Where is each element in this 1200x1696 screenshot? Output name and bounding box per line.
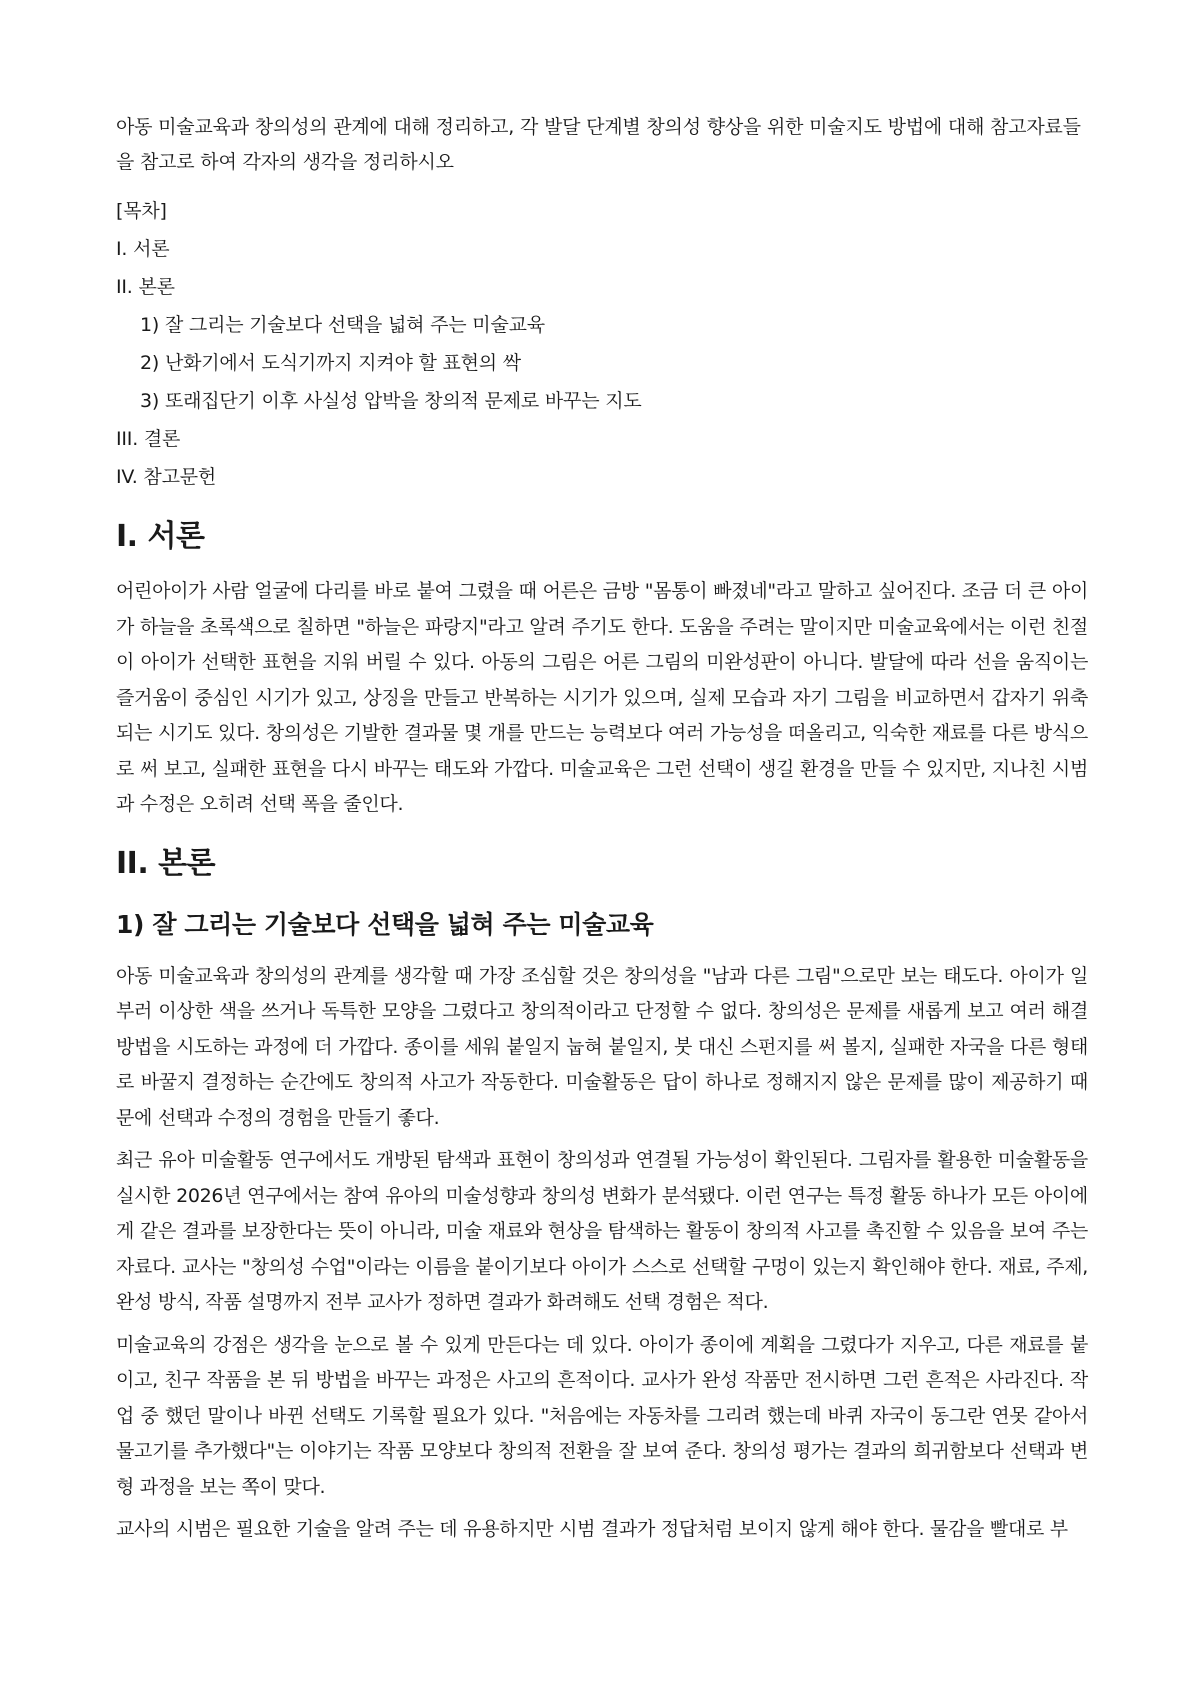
toc-heading: [목차]	[116, 200, 167, 222]
toc-item-main-3: 3) 또래집단기 이후 사실성 압박을 창의적 문제로 바꾸는 지도	[140, 390, 642, 412]
assignment-prompt: 아동 미술교육과 창의성의 관계에 대해 정리하고, 각 발달 단계별 창의성 향상을 위한 미술지도 방법에 대해 참고자료들을 참고로 하여 각자의 생각을 정리하시오	[116, 116, 1081, 173]
body-paragraph: 교사의 시범은 필요한 기술을 알려 주는 데 유용하지만 시범 결과가 정답처럼 보이지 않게 해야 한다. 물감을 빨대로 부	[116, 1518, 1068, 1540]
body-paragraph: 아동 미술교육과 창의성의 관계를 생각할 때 가장 조심할 것은 창의성을 "남과 다른 그림"으로만 보는 태도다. 아이가 일부러 이상한 색을 쓰거나 독특한 모양을 그렸다고 창의적이라고 단정할 수 없다. 창의성은 문제를 새롭게 보고 여러 해결 방법을 시도하는 과정에 더 가깝다. 종이를 세워 붙일지 눕혀 붙일지, 붓 대신 스펀지를 써 볼지, 실패한 자국을 다른 형태로 바꿀지 결정하는 순간에도 창의적 사고가 작동한다. 미술활동은 답이 하나로 정해지지 않은 문제를 많이 제공하기 때문에 선택과 수정의 경험을 만들기 좋다.	[116, 964, 1088, 1129]
toc-item-main-2: 2) 난화기에서 도식기까지 지켜야 할 표현의 싹	[140, 352, 521, 374]
table-of-contents	[116, 192, 1088, 496]
body-paragraph: 미술교육의 강점은 생각을 눈으로 볼 수 있게 만든다는 데 있다. 아이가 종이에 계획을 그렸다가 지우고, 다른 재료를 붙이고, 친구 작품을 본 뒤 방법을 바꾸는 과정은 사고의 흔적이다. 교사가 완성 작품만 전시하면 그런 흔적은 사라진다. 작업 중 했던 말이나 바뀐 선택도 기록할 필요가 있다. "처음에는 자동차를 그리려 했는데 바퀴 자국이 동그란 연못 같아서 물고기를 추가했다"는 이야기는 작품 모양보다 창의적 전환을 잘 보여 준다. 창의성 평가는 결과의 희귀함보다 선택과 변형 과정을 보는 쪽이 맞다.	[116, 1333, 1088, 1498]
body-paragraph: 최근 유아 미술활동 연구에서도 개방된 탐색과 표현이 창의성과 연결될 가능성이 확인된다. 그림자를 활용한 미술활동을 실시한 2026년 연구에서는 참여 유아의 미술성향과 창의성 변화가 분석됐다. 이런 연구는 특정 활동 하나가 모든 아이에게 같은 결과를 보장한다는 뜻이 아니라, 미술 재료와 현상을 탐색하는 활동이 창의적 사고를 촉진할 수 있음을 보여 주는 자료다. 교사는 "창의성 수업"이라는 이름을 붙이기보다 아이가 스스로 선택할 구멍이 있는지 확인해야 한다. 재료, 주제, 완성 방식, 작품 설명까지 전부 교사가 정하면 결과가 화려해도 선택 경험은 적다.	[116, 1149, 1088, 1313]
toc-item-references: IV. 참고문헌	[116, 466, 217, 488]
toc-item-main-1: 1) 잘 그리는 기술보다 선택을 넓혀 주는 미술교육	[140, 314, 545, 336]
section-title-main: II. 본론	[116, 845, 216, 881]
toc-item-main: II. 본론	[116, 276, 175, 298]
subsection-title-1: 1) 잘 그리는 기술보다 선택을 넓혀 주는 미술교육	[116, 909, 654, 939]
section-title-intro: I. 서론	[116, 519, 205, 554]
intro-paragraph: 어린아이가 사람 얼굴에 다리를 바로 붙여 그렸을 때 어른은 금방 "몸통이 빠졌네"라고 말하고 싶어진다. 조금 더 큰 아이가 하늘을 초록색으로 칠하면 "하늘은 파랑지"라고 알려 주기도 한다. 도움을 주려는 말이지만 미술교육에서는 이런 친절이 아이가 선택한 표현을 지워 버릴 수 있다. 아동의 그림은 어른 그림의 미완성판이 아니다. 발달에 따라 선을 움직이는 즐거움이 중심인 시기가 있고, 상징을 만들고 반복하는 시기가 있으며, 실제 모습과 자기 그림을 비교하면서 갑자기 위축되는 시기도 있다. 창의성은 기발한 결과물 몇 개를 만드는 능력보다 여러 가능성을 떠올리고, 익숙한 재료를 다른 방식으로 써 보고, 실패한 표현을 다시 바꾸는 태도와 가깝다. 미술교육은 그런 선택이 생길 환경을 만들 수 있지만, 지나친 시범과 수정은 오히려 선택 폭을 줄인다.	[116, 580, 1088, 815]
toc-item-conclusion: III. 결론	[116, 428, 181, 450]
toc-item-intro: I. 서론	[116, 238, 170, 260]
